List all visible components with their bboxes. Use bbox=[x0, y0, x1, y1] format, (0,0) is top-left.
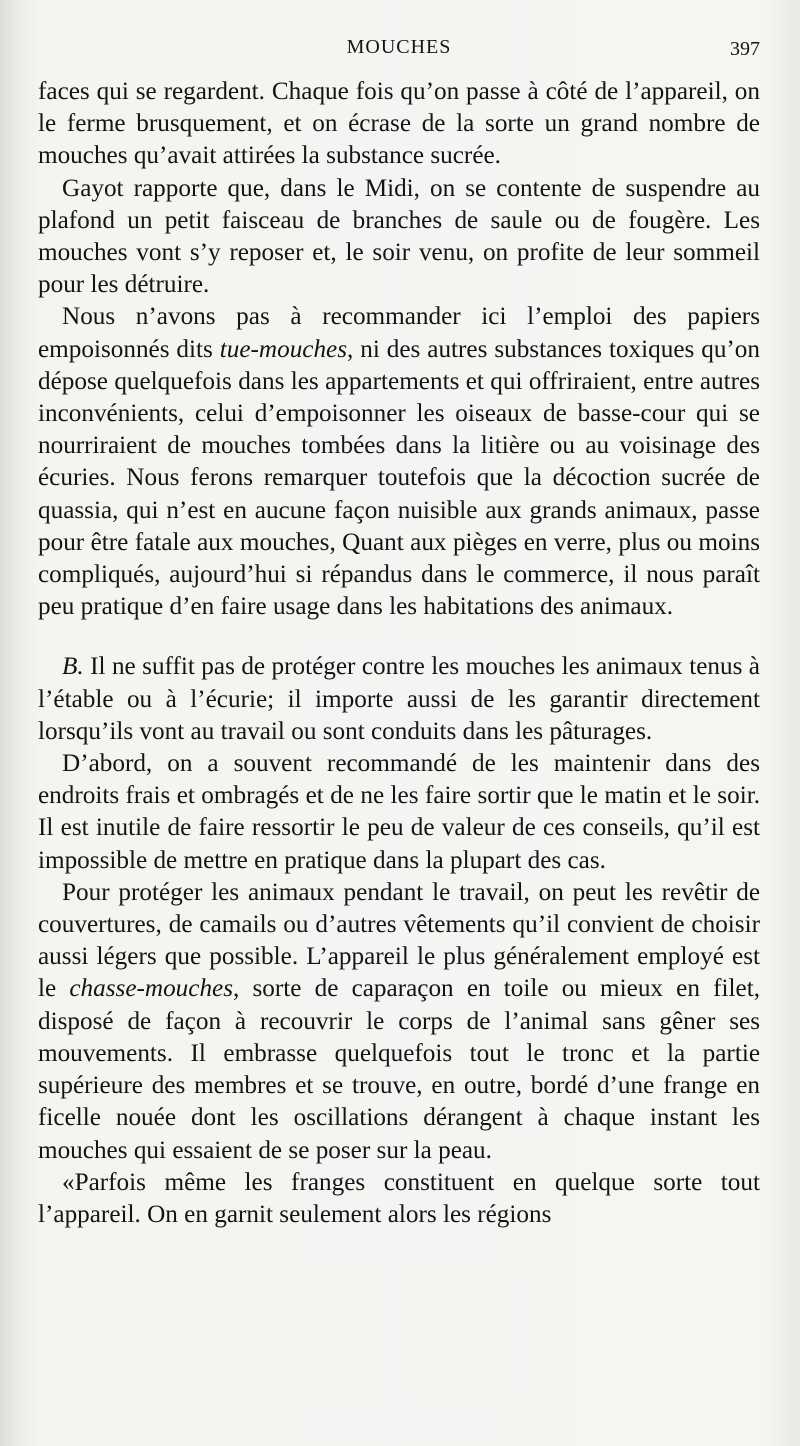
paragraph-4 bbox=[38, 651, 760, 748]
paragraph-5: D’abord, on a souvent recommandé de les maintenir dans des endroits frais et ombragés et de ne les faire sortir que le matin et le soir. Il est inutile de faire ressortir le peu de valeur de ces conseils, qu’il est impossible de mettre en pratique dans la plupart des cas. bbox=[38, 750, 760, 874]
term-tue-mouches: tue-mouches bbox=[219, 335, 348, 363]
term-chasse-mouches: chasse-mouches bbox=[69, 975, 234, 1003]
page-body bbox=[38, 76, 760, 1231]
running-title: MOUCHES bbox=[346, 36, 452, 58]
paragraph-7: «Parfois même les franges constituent en quelque sorte tout l’appareil. On en garnit seulement alors les régions bbox=[38, 1168, 760, 1228]
section-marker: B. bbox=[62, 653, 84, 681]
page-header bbox=[38, 32, 760, 62]
paragraph-3-part-1: Nous n’avons pas à recommander ici l’emploi des papiers empoisonnés dits bbox=[38, 303, 760, 363]
paragraph-3 bbox=[38, 301, 760, 623]
paragraph-2: Gayot rapporte que, dans le Midi, on se contente de suspendre au plafond un petit faisceau de branches de saule ou de fougère. Les mouches vont s’y reposer et, le soir venu, on profite de leur sommeil pour les détruire. bbox=[38, 174, 760, 299]
paragraph-6 bbox=[38, 877, 760, 1167]
page-number: 397 bbox=[730, 38, 760, 60]
paragraph-1: faces qui se regardent. Chaque fois qu’on passe à côté de l’appareil, on le ferme brusquement, et on écrase de la sorte un grand nombre de mouches qu’avait attirées la substance sucrée. bbox=[38, 78, 760, 170]
paragraph-4-text: Il ne suffit pas de protéger contre les mouches les animaux tenus à l’étable ou à l’écurie; il importe aussi de les garantir directement lorsqu’ils vont au travail ou sont conduits dans les pâturages. bbox=[38, 653, 760, 745]
paragraph-6-part-2: , sorte de caparaçon en toile ou mieux en filet, disposé de façon à recouvrir le corps de l’animal sans gêner ses mouvements. Il embrasse quelquefois tout le tronc et la partie supérieure des membres et se trouve, en outre, bordé d’une frange en ficelle nouée dont les oscillations dérangent à chaque instant les mouches qui essaient de se poser sur la peau. bbox=[38, 975, 760, 1164]
paragraph-3-part-2: , ni des autres substances toxiques qu’on dépose quelquefois dans les appartements et qui offriraient, entre autres inconvénients, celui d’empoisonner les oiseaux de basse-cour qui se nourriraient de mouches tombées dans la litière ou au voisinage des écuries. Nous ferons remarquer toutefois que la décoction sucrée de quassia, qui n’est en aucune façon nuisible aux grands animaux, passe pour être fatale aux mouches, Quant aux pièges en verre, plus ou moins compliqués, aujourd’hui si répandus dans le commerce, il nous paraît peu pratique d’en faire usage dans les habitations des animaux. bbox=[38, 335, 760, 621]
paragraph-6-part-1: Pour protéger les animaux pendant le travail, on peut les revêtir de couvertures, de camails ou d’autres vêtements qu’il convient de choisir aussi légers que possible. L’appareil le plus généralement employé est le bbox=[38, 878, 760, 1003]
